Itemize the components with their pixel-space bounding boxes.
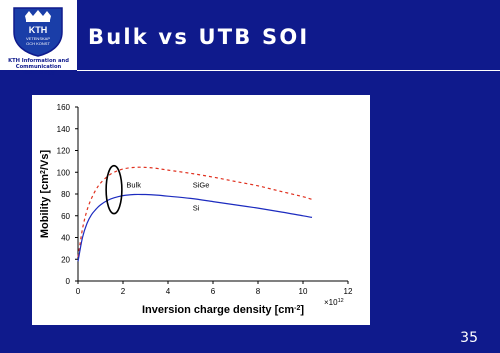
- page-number: 35: [460, 330, 478, 346]
- logo-motto-line2: OCH KONST: [26, 41, 50, 46]
- y-tick-label: 100: [56, 168, 70, 178]
- y-tick-label: 80: [61, 190, 70, 199]
- y-tick-label: 0: [65, 277, 70, 286]
- annotation-si: Si: [192, 203, 200, 213]
- x-tick-label: 6: [210, 287, 216, 296]
- y-tick-label: 60: [61, 211, 70, 221]
- x-tick-label: 2: [120, 287, 126, 296]
- y-tick-label: 140: [56, 124, 70, 134]
- y-label-sup: 2: [39, 170, 47, 174]
- y-label-main: Mobility [cm: [39, 173, 51, 239]
- highlight-ellipse: [106, 166, 122, 214]
- y-label-end: /Vs]: [39, 149, 51, 171]
- chart-panel: [32, 95, 370, 325]
- x-multiplier-exp: 12: [337, 298, 344, 304]
- x-tick-label: 12: [343, 287, 353, 296]
- kth-emblem-icon: [8, 2, 68, 58]
- logo-kth-text: KTH: [28, 25, 48, 35]
- x-multiplier-base: ×10: [324, 298, 338, 307]
- x-tick-label: 4: [165, 287, 171, 296]
- axes: [57, 103, 353, 296]
- y-tick-label: 20: [61, 255, 70, 265]
- y-tick-label: 40: [61, 233, 70, 243]
- annotation-sige: SiGe: [192, 180, 210, 190]
- slide-title: Bulk vs UTB SOI: [88, 25, 310, 49]
- annotations: [106, 166, 209, 214]
- mobility-chart: [32, 95, 370, 325]
- x-axis-label: [142, 304, 304, 316]
- x-axis-multiplier: [324, 298, 344, 307]
- y-tick-label: 120: [56, 146, 70, 156]
- y-tick-label: 160: [56, 103, 70, 112]
- annotation-bulk: Bulk: [126, 180, 141, 190]
- logo-motto-line1: VETENSKAP: [25, 36, 51, 41]
- x-label-main: Inversion charge density [cm: [141, 304, 295, 316]
- x-tick-label: 10: [298, 287, 308, 296]
- x-tick-label: 8: [255, 287, 261, 296]
- org-line-2: Communication Technology: [15, 63, 62, 76]
- y-axis-label: [39, 150, 51, 239]
- organization-name: [0, 59, 77, 76]
- slide-header: [0, 0, 500, 76]
- x-label-sup: -2: [294, 304, 301, 312]
- kth-logo: [0, 0, 77, 76]
- x-label-end: ]: [300, 304, 305, 316]
- x-tick-label: 0: [75, 287, 81, 296]
- org-line-1: KTH Information and: [8, 58, 69, 64]
- header-divider: [77, 70, 500, 71]
